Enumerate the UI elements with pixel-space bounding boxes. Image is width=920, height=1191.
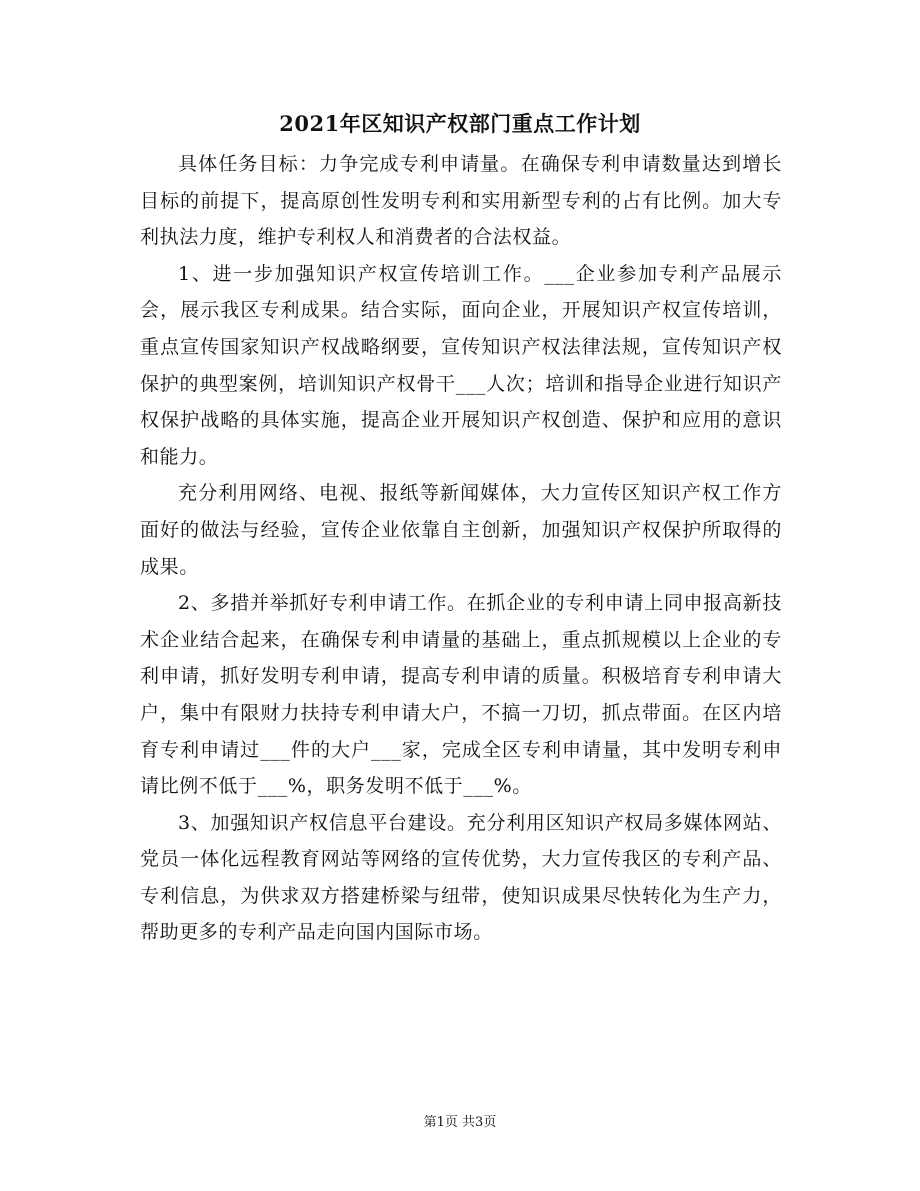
paragraph-publicity-training: 1、进一步加强知识产权宣传培训工作。___企业参加专利产品展示会，展示我区专利成果。结合实际，面向企业，开展知识产权宣传培训，重点宣传国家知识产权战略纲要，宣传知识产权法律法规，宣传知识产权保护的典型案例，培训知识产权骨干___人次；培训和指导企业进行知识产权保护战略的具体实施，提高企业开展知识产权创造、保护和应用的意识和能力。 xyxy=(140,262,782,468)
paragraph-media-publicity: 充分利用网络、电视、报纸等新闻媒体，大力宣传区知识产权工作方面好的做法与经验，宣传企业依靠自主创新，加强知识产权保护所取得的成果。 xyxy=(140,482,782,578)
paragraph-patent-application: 2、多措并举抓好专利申请工作。在抓企业的专利申请上同申报高新技术企业结合起来，在确保专利申请量的基础上，重点抓规模以上企业的专利申请，抓好发明专利申请，提高专利申请的质量。积极培育专利申请大户，集中有限财力扶持专利申请大户，不搞一刀切，抓点带面。在区内培育专利申请过___件的大户___家，完成全区专利申请量，其中发明专利申请比例不低于___%，职务发明不低于___%。 xyxy=(140,592,782,798)
page-number-footer: 第1页 共3页 xyxy=(423,1115,497,1130)
document-title: 2021年区知识产权部门重点工作计划 xyxy=(279,111,641,136)
document-body xyxy=(140,146,782,951)
paragraph-info-platform: 3、加强知识产权信息平台建设。充分利用区知识产权局多媒体网站、党员一体化远程教育网站等网络的宣传优势，大力宣传我区的专利产品、专利信息，为供求双方搭建桥梁与纽带，使知识成果尽快转化为生产力，帮助更多的专利产品走向国内国际市场。 xyxy=(140,811,782,944)
paragraph-task-goal: 具体任务目标：力争完成专利申请量。在确保专利申请数量达到增长目标的前提下，提高原创性发明专利和实用新型专利的占有比例。加大专利执法力度，维护专利权人和消费者的合法权益。 xyxy=(140,153,782,249)
